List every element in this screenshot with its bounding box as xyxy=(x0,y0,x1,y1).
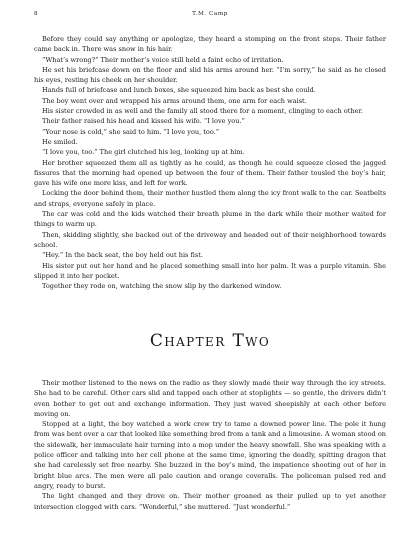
section-two-text xyxy=(34,378,386,512)
paragraph: Their father raised his head and kissed his wife. “I love you.” xyxy=(42,117,245,126)
paragraph: He smiled. xyxy=(42,137,78,146)
paragraph: The car was cold and the kids watched their breath plume in the dark while their mother waited for things to warm up. xyxy=(34,210,386,229)
paragraph: Their mother listened to the news on the radio as they slowly made their way through the icy streets. She had to be careful. Other cars slid and tapped each other at stoplights — so gentle, the drivers didn’t even bother to get out and exchange information. They just waved sheepishly at each other before moving on. xyxy=(34,379,386,418)
paragraph: “What’s wrong?” Their mother’s voice still held a faint echo of irritation. xyxy=(42,55,284,64)
paragraph: Before they could say anything or apologize, they heard a stomping on the front steps. Their father came back in. There was snow in his hair. xyxy=(34,35,386,54)
paragraph: He set his briefcase down on the floor and slid his arms around her. “I’m sorry,” he said as he closed his eyes, resting his cheek on her shoulder. xyxy=(34,65,386,85)
section-one-text xyxy=(34,34,386,291)
paragraph: Her brother squeezed them all as tightly as he could, as though he could squeeze closed the jagged fissures that the morning had opened up between the four of them. Their father tousled the boy’s hair, gave his wife one more kiss, and left for work. xyxy=(34,158,386,188)
paragraph: Locking the door behind them, their mother hustled them along the icy front walk to the car. Seatbelts and straps, everyone safely in place. xyxy=(34,189,386,208)
paragraph: Hands full of briefcase and lunch boxes, she squeezed him back as best she could. xyxy=(42,86,316,95)
paragraph: Then, skidding slightly, she backed out of the driveway and headed out of their neighborhood towards school. xyxy=(34,230,386,249)
paragraph: “Hey.” In the back seat, the boy held out his fist. xyxy=(42,251,203,260)
page-header xyxy=(34,11,386,21)
chapter-title: Chapter Two xyxy=(149,331,271,351)
page-number: 8 xyxy=(34,11,39,17)
paragraph: Stopped at a light, the boy watched a work crew try to tame a downed power line. The pole it hung from was bent over a car that looked like something bred from a tank and a limousine. A woman stood on the sidewalk, her immaculate hair turning into a mop under the heavy snowfall. She was speaking with a police officer and talking into her cell phone at the same time, ignoring the deadly, spitting dragon that she had carelessly set free nearby. She buzzed in the boy’s mind, the impatience shooting out of her in bright blue arcs. The men were all pale caution and orange coveralls. The policeman pulsed red and angry, ready to burst. xyxy=(34,420,386,490)
paragraph: His sister crowded in as well and the family all stood there for a moment, clinging to each other. xyxy=(42,107,363,116)
paragraph: Together they rode on, watching the snow slip by the darkened window. xyxy=(42,282,282,291)
running-head-author: T.M. Camp xyxy=(192,11,228,17)
paragraph: The light changed and they drove on. Their mother groaned as their pulled up to yet another intersection clogged with cars. “Wonderful,” she muttered. “Just wonderful.” xyxy=(34,492,386,511)
paragraph: The boy went over and wrapped his arms around them, one arm for each waist. xyxy=(42,96,307,105)
paragraph: His sister put out her hand and he placed something small into her palm. It was a purple vitamin. She slipped it into her pocket. xyxy=(34,261,386,280)
paragraph: “Your nose is cold,” she said to him. “I love you, too.” xyxy=(42,127,220,136)
paragraph: “I love you, too.” The girl clutched his leg, looking up at him. xyxy=(42,148,245,157)
